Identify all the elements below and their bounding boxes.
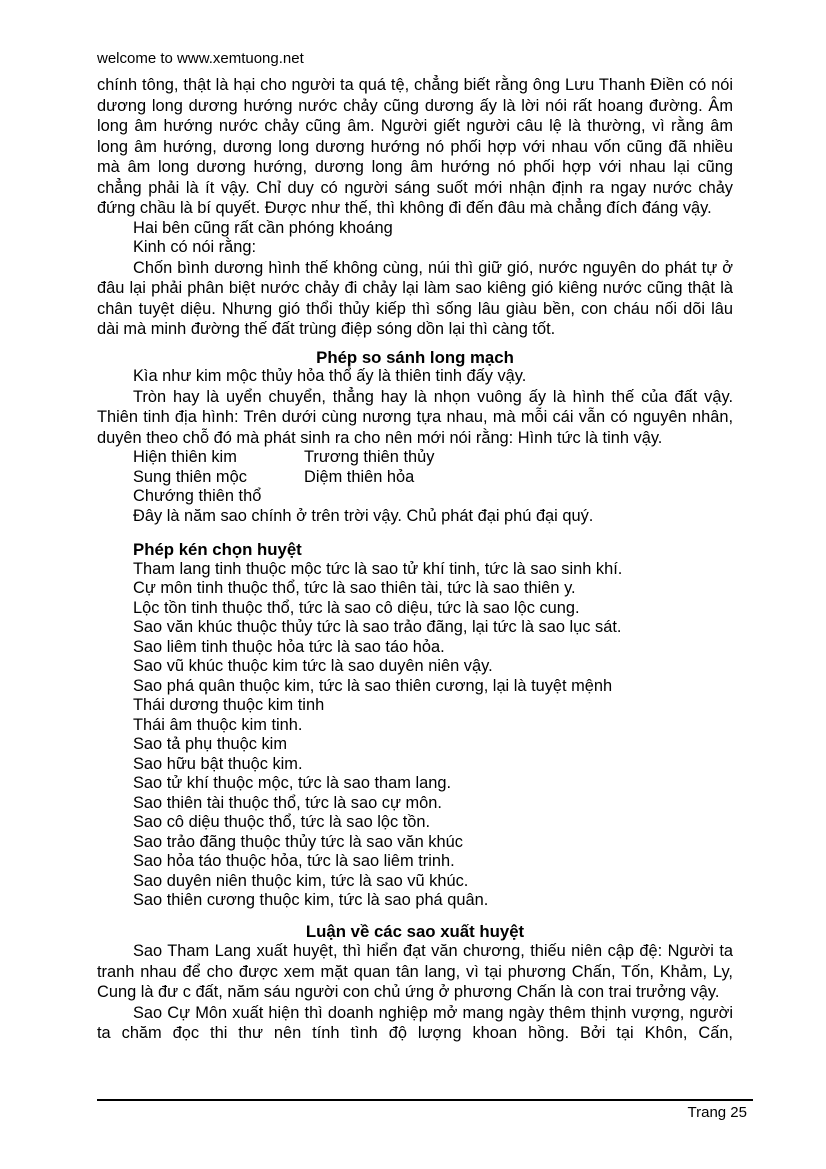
star-list-item: Thái dương thuộc kim tinh [133, 696, 325, 714]
paragraph-sao-cu-mon: Sao Cự Môn xuất hiện thì doanh nghiệp mở mang ngày thêm thịnh vượng, người ta chăm đọc thi thư nên tính tình độ lượng khoan hồng. Bởi tại Khôn, Cấn, [97, 1003, 733, 1042]
star-list-item: Sao hỏa táo thuộc hỏa, tức là sao liêm trinh. [133, 852, 455, 870]
star-name: Diệm thiên hỏa [304, 467, 415, 486]
heading-phep-so-sanh-long-mach: Phép so sánh long mạch [316, 347, 514, 367]
star-list-item: Sao thiên tài thuộc thổ, tức là sao cự môn. [133, 793, 442, 812]
page-footer [97, 1099, 753, 1121]
line-kinh-co-noi: Kinh có nói rằng: [133, 238, 257, 256]
star-list-item: Sao văn khúc thuộc thủy tức là sao trảo đãng, lại tức là sao lục sát. [133, 618, 622, 636]
star-name: Chướng thiên thổ [133, 487, 262, 505]
paragraph-chinh-tong: chính tông, thật là hại cho người ta quá tệ, chẳng biết rằng ông Lưu Thanh Điền có nói dương long dương hướng nước chảy cũng dương ấy là lời nói rất hoang đường. Âm long âm hướng nước chảy cũng âm. Người giết người câu lệ là thường, vì rằng âm long âm hướng, dương long dương hướng nó phối hợp với nhau vốn cũng đã nhiều mà âm long dương hướng, dương long âm hướng nó phối hợp với nhau lại cũng chẳng phải là ít vậy. Chỉ duy có người sáng suốt mới nhận định ra ngay nước chảy đứng chầu là bí quyết. Được như thế, thì không đi đến đâu mà chẳng đích đáng vậy. [97, 76, 733, 217]
star-name: Trương thiên thủy [304, 448, 435, 466]
paragraph-tron-hay: Tròn hay là uyển chuyển, thẳng hay là nhọn vuông ấy là hình thế của đất vậy. Thiên tinh địa hình: Trên dưới cùng nương tựa nhau, mà mỗi cái vẫn có nguyên nhân, duyên theo chỗ đó mà phát sinh ra cho nên mới nói rằng: Hình tức là tinh vậy. [97, 387, 733, 447]
star-list-item: Sao cô diệu thuộc thổ, tức là sao lộc tồn. [133, 813, 431, 831]
star-list-item: Tham lang tinh thuộc mộc tức là sao tử khí tinh, tức là sao sinh khí. [133, 559, 623, 578]
star-list-item: Sao duyên niên thuộc kim, tức là sao vũ khúc. [133, 871, 469, 890]
star-list-item: Sao phá quân thuộc kim, tức là sao thiên cương, lại là tuyệt mệnh [133, 676, 613, 695]
heading-luan-ve-cac-sao-xuat-huyet: Luận về các sao xuất huyệt [305, 921, 525, 941]
heading-phep-ken-chon-huyet: Phép kén chọn huyệt [133, 540, 302, 559]
star-list-item: Sao tử khí thuộc mộc, tức là sao tham lang. [133, 774, 452, 792]
line-day-la-nam-sao: Đây là năm sao chính ở trên trời vậy. Chủ phát đại phú đại quý. [133, 506, 594, 525]
page-number: Trang 25 [687, 1104, 747, 1121]
star-pair-row [97, 448, 733, 468]
line-hai-ben: Hai bên cũng rất cần phóng khoáng [133, 218, 393, 237]
star-name: Hiện thiên kim [133, 448, 237, 466]
page-content [97, 50, 733, 1044]
star-name: Sung thiên mộc [133, 467, 247, 486]
star-list-item: Sao thiên cương thuộc kim, tức là sao phá quân. [133, 891, 489, 909]
star-list-item: Sao vũ khúc thuộc kim tức là sao duyên niên vậy. [133, 657, 493, 675]
star-list-item: Thái âm thuộc kim tinh. [133, 715, 303, 734]
star-list-item: Sao hữu bật thuộc kim. [133, 754, 303, 773]
line-kia-nhu: Kìa như kim mộc thủy hỏa thổ ấy là thiên tinh đấy vậy. [133, 367, 527, 385]
star-pair-row [97, 468, 733, 488]
paragraph-sao-tham-lang: Sao Tham Lang xuất huyệt, thì hiển đạt văn chương, thiếu niên cập đệ: Người ta tranh nhau để cho được xem mặt quan tân lang, vì tại phương Chấn, Tốn, Khảm, Ly, Cung là đư c đất, năm sáu người con chủ ứng ở phương Chấn là con trai trưởng vậy. [97, 942, 733, 1001]
paragraph-chon-binh-duong: Chốn bình dương hình thế không cùng, núi thì giữ gió, nước nguyên do phát tự ở đâu lại phải phân biệt nước chảy đi chảy lại làm sao kiêng gió kiêng nước cũng thật là chân tuyệt diệu. Nhưng gió thổi thủy kiếp thì sống lâu giàu bền, con cháu nối dõi lâu dài mà minh đường thế đất trùng điệp sóng dồn lại thì càng tốt. [97, 258, 733, 338]
site-header-text: welcome to www.xemtuong.net [97, 50, 304, 67]
star-list-item: Sao tả phụ thuộc kim [133, 735, 287, 753]
star-pair-row [97, 487, 733, 507]
star-list-item: Cự môn tinh thuộc thổ, tức là sao thiên tài, tức là sao thiên y. [133, 579, 576, 597]
star-list-item: Sao trảo đãng thuộc thủy tức là sao văn khúc [133, 832, 463, 851]
star-list-item: Sao liêm tinh thuộc hỏa tức là sao táo hỏa. [133, 637, 445, 656]
star-list-item: Lộc tồn tinh thuộc thổ, tức là sao cô diệu, tức là sao lộc cung. [133, 598, 580, 617]
